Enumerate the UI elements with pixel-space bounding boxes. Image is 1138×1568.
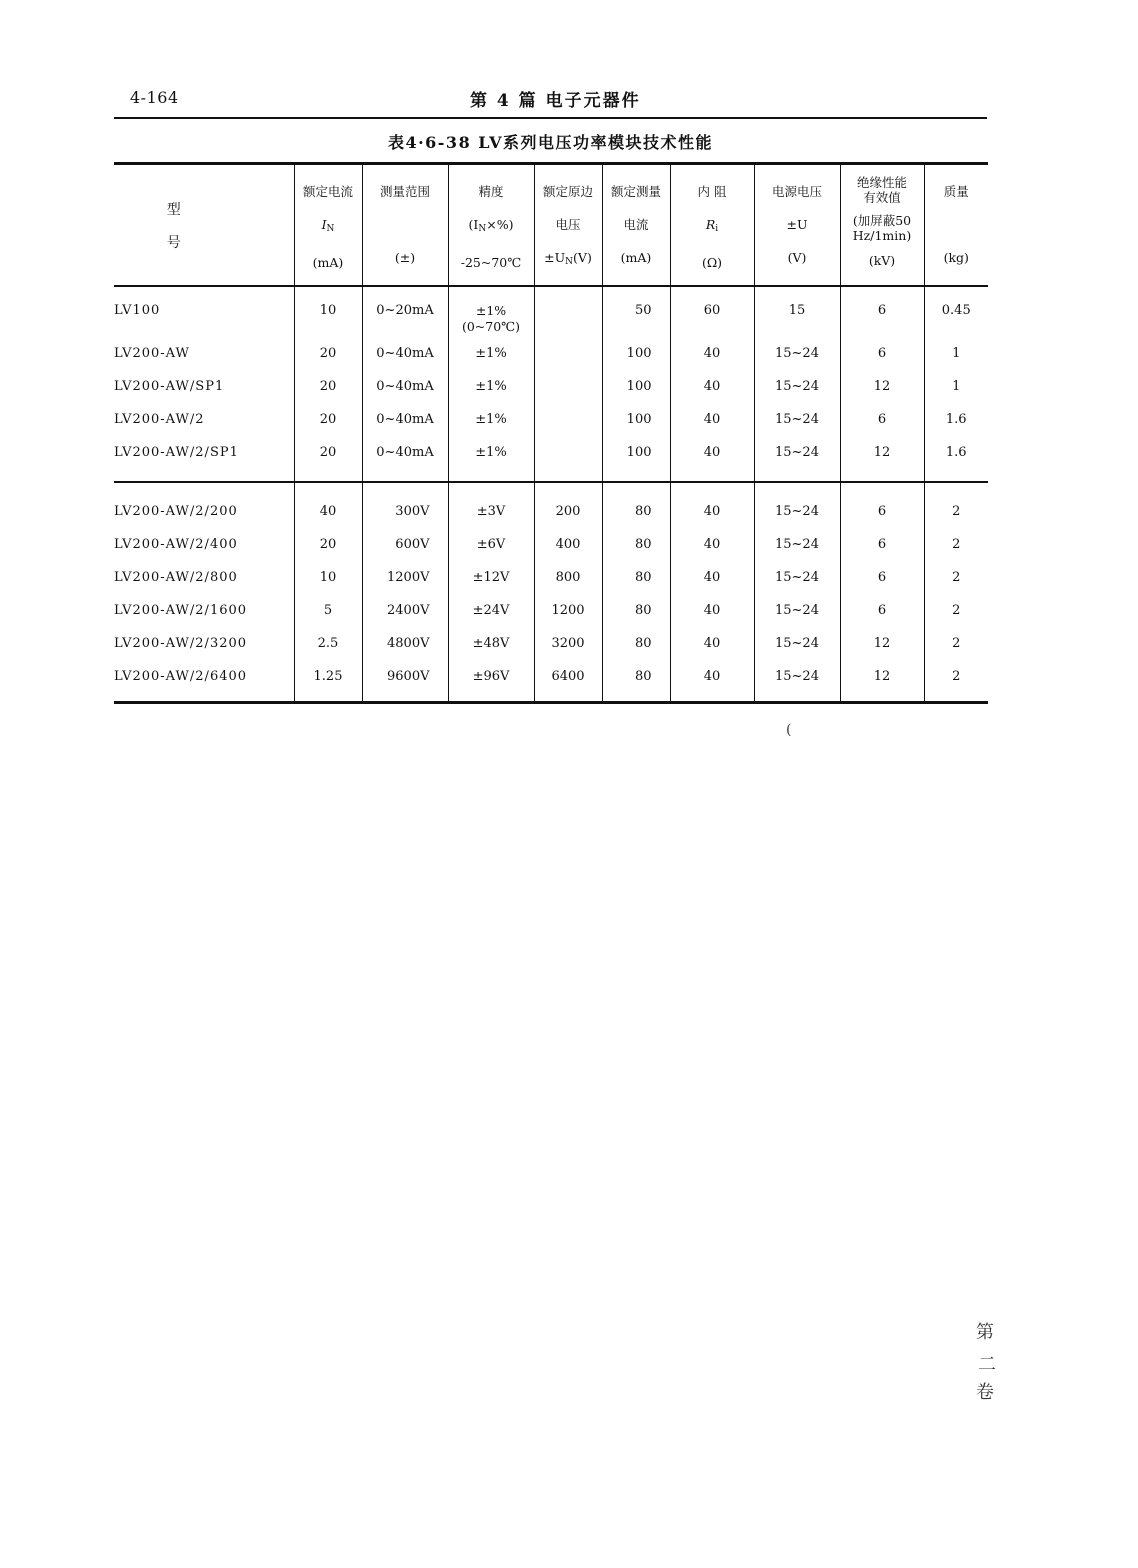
cell-accuracy: ±6V xyxy=(448,528,534,561)
cell-current: 10 xyxy=(294,286,362,337)
cell-current: 20 xyxy=(294,370,362,403)
cell-model: LV200-AW/2/800 xyxy=(114,570,238,585)
cell-measure-current: 80 xyxy=(602,627,670,660)
cell-primary-voltage xyxy=(534,403,602,436)
header-model: 型 号 xyxy=(166,202,241,251)
cell-resistance: 40 xyxy=(670,482,754,528)
cell-primary-voltage: 800 xyxy=(534,561,602,594)
cell-accuracy: ±24V xyxy=(448,594,534,627)
table-row xyxy=(114,482,988,528)
cell-current: 20 xyxy=(294,403,362,436)
cell-model: LV100 xyxy=(114,303,161,318)
margin-mark: 二 xyxy=(978,1354,996,1375)
cell-model: LV200-AW xyxy=(114,346,190,361)
cell-range: 300V xyxy=(362,482,448,528)
cell-accuracy: ±1% xyxy=(448,436,534,482)
cell-resistance: 40 xyxy=(670,403,754,436)
cell-supply: 15~24 xyxy=(754,561,840,594)
table-title: 表4·6-38 LV系列电压功率模块技术性能 xyxy=(387,133,714,152)
cell-model: LV200-AW/2/200 xyxy=(114,504,238,519)
cell-insulation: 12 xyxy=(840,436,924,482)
cell-insulation: 12 xyxy=(840,370,924,403)
cell-accuracy: ±96V xyxy=(448,660,534,703)
table-row xyxy=(114,660,988,703)
cell-model: LV200-AW/2 xyxy=(114,412,205,427)
header-rated-current: 额定电流 $I_N$ (mA) xyxy=(294,164,362,287)
cell-primary-voltage: 6400 xyxy=(534,660,602,703)
cell-resistance: 40 xyxy=(670,370,754,403)
cell-current: 2.5 xyxy=(294,627,362,660)
cell-mass: 1.6 xyxy=(924,436,988,482)
table-row xyxy=(114,286,988,337)
table-bottom-rule xyxy=(114,703,988,705)
header-accuracy: 精度 $(I_N\times\%)$ -25~70℃ xyxy=(448,164,534,287)
cell-model: LV200-AW/2/400 xyxy=(114,537,238,552)
cell-primary-voltage: 3200 xyxy=(534,627,602,660)
cell-insulation: 6 xyxy=(840,594,924,627)
cell-supply: 15~24 xyxy=(754,403,840,436)
table-header xyxy=(114,164,988,287)
cell-measure-current: 100 xyxy=(602,436,670,482)
cell-current: 40 xyxy=(294,482,362,528)
cell-insulation: 6 xyxy=(840,403,924,436)
header-mass: 质量 (kg) xyxy=(924,164,988,287)
cell-range: 0~40mA xyxy=(362,436,448,482)
cell-current: 20 xyxy=(294,337,362,370)
cell-supply: 15~24 xyxy=(754,482,840,528)
cell-primary-voltage: 200 xyxy=(534,482,602,528)
cell-model: LV200-AW/2/6400 xyxy=(114,669,248,684)
cell-supply: 15~24 xyxy=(754,660,840,703)
cell-primary-voltage: 1200 xyxy=(534,594,602,627)
cell-accuracy: ±3V xyxy=(448,482,534,528)
cell-model: LV200-AW/2/1600 xyxy=(114,603,248,618)
cell-supply: 15~24 xyxy=(754,337,840,370)
cell-primary-voltage xyxy=(534,337,602,370)
cell-range: 0~40mA xyxy=(362,370,448,403)
cell-range: 0~40mA xyxy=(362,403,448,436)
header-resistance: 内 阻 $R_i$ (Ω) xyxy=(670,164,754,287)
table-row xyxy=(114,370,988,403)
cell-measure-current: 100 xyxy=(602,337,670,370)
cell-range: 0~20mA xyxy=(362,286,448,337)
cell-resistance: 40 xyxy=(670,436,754,482)
cell-supply: 15 xyxy=(754,286,840,337)
cell-model: LV200-AW/2/SP1 xyxy=(114,445,239,460)
cell-mass: 2 xyxy=(924,627,988,660)
cell-accuracy: ±1% (0~70℃) xyxy=(448,286,534,337)
cell-measure-current: 80 xyxy=(602,528,670,561)
cell-current: 20 xyxy=(294,436,362,482)
table-row xyxy=(114,528,988,561)
cell-mass: 2 xyxy=(924,482,988,528)
cell-insulation: 6 xyxy=(840,337,924,370)
cell-mass: 1 xyxy=(924,370,988,403)
cell-accuracy: ±1% xyxy=(448,337,534,370)
cell-insulation: 6 xyxy=(840,528,924,561)
cell-model: LV200-AW/SP1 xyxy=(114,379,225,394)
cell-resistance: 40 xyxy=(670,528,754,561)
cell-accuracy: ±12V xyxy=(448,561,534,594)
cell-measure-current: 80 xyxy=(602,561,670,594)
spec-table xyxy=(114,162,988,704)
cell-range: 2400V xyxy=(362,594,448,627)
table-row xyxy=(114,561,988,594)
cell-resistance: 60 xyxy=(670,286,754,337)
cell-accuracy: ±1% xyxy=(448,370,534,403)
cell-supply: 15~24 xyxy=(754,594,840,627)
cell-insulation: 12 xyxy=(840,660,924,703)
table-row xyxy=(114,337,988,370)
cell-measure-current: 80 xyxy=(602,660,670,703)
cell-resistance: 40 xyxy=(670,337,754,370)
cell-supply: 15~24 xyxy=(754,436,840,482)
cell-supply: 15~24 xyxy=(754,370,840,403)
cell-model: LV200-AW/2/3200 xyxy=(114,636,248,651)
header-measure-current: 额定测量 电流 (mA) xyxy=(602,164,670,287)
margin-mark: 第 xyxy=(976,1322,994,1343)
cell-accuracy: ±1% xyxy=(448,403,534,436)
cell-primary-voltage xyxy=(534,370,602,403)
cell-range: 9600V xyxy=(362,660,448,703)
cell-range: 1200V xyxy=(362,561,448,594)
header-primary-voltage: 额定原边 电压 $\pm U_N(V)$ xyxy=(534,164,602,287)
table-row xyxy=(114,436,988,482)
cell-range: 4800V xyxy=(362,627,448,660)
header-insulation: 绝缘性能 有效值 (加屏蔽50 Hz/1min) (kV) xyxy=(840,164,924,287)
page-number: 4-164 xyxy=(130,88,179,107)
cell-mass: 2 xyxy=(924,561,988,594)
cell-resistance: 40 xyxy=(670,660,754,703)
cell-primary-voltage xyxy=(534,436,602,482)
cell-supply: 15~24 xyxy=(754,528,840,561)
margin-mark: ( xyxy=(786,722,792,738)
cell-mass: 1.6 xyxy=(924,403,988,436)
cell-measure-current: 80 xyxy=(602,594,670,627)
table-group-current xyxy=(114,286,988,482)
table-row xyxy=(114,594,988,627)
cell-mass: 1 xyxy=(924,337,988,370)
table-row xyxy=(114,627,988,660)
cell-insulation: 6 xyxy=(840,561,924,594)
cell-insulation: 6 xyxy=(840,482,924,528)
margin-mark: 卷 xyxy=(976,1382,994,1403)
cell-measure-current: 80 xyxy=(602,482,670,528)
header-supply-voltage: 电源电压 ±U (V) xyxy=(754,164,840,287)
cell-measure-current: 100 xyxy=(602,370,670,403)
header-measure-range: 测量范围 (±) xyxy=(362,164,448,287)
cell-mass: 0.45 xyxy=(924,286,988,337)
cell-primary-voltage xyxy=(534,286,602,337)
cell-accuracy: ±48V xyxy=(448,627,534,660)
cell-current: 20 xyxy=(294,528,362,561)
header-rule xyxy=(114,117,987,119)
cell-insulation: 12 xyxy=(840,627,924,660)
cell-insulation: 6 xyxy=(840,286,924,337)
cell-primary-voltage: 400 xyxy=(534,528,602,561)
table-group-voltage xyxy=(114,482,988,703)
cell-measure-current: 50 xyxy=(602,286,670,337)
cell-resistance: 40 xyxy=(670,561,754,594)
cell-resistance: 40 xyxy=(670,594,754,627)
cell-mass: 2 xyxy=(924,528,988,561)
cell-measure-current: 100 xyxy=(602,403,670,436)
cell-supply: 15~24 xyxy=(754,627,840,660)
cell-range: 600V xyxy=(362,528,448,561)
cell-current: 5 xyxy=(294,594,362,627)
table-row xyxy=(114,403,988,436)
cell-resistance: 40 xyxy=(670,627,754,660)
cell-mass: 2 xyxy=(924,594,988,627)
cell-current: 1.25 xyxy=(294,660,362,703)
cell-range: 0~40mA xyxy=(362,337,448,370)
cell-mass: 2 xyxy=(924,660,988,703)
section-title: 第 4 篇 电子元器件 xyxy=(470,91,641,111)
cell-current: 10 xyxy=(294,561,362,594)
